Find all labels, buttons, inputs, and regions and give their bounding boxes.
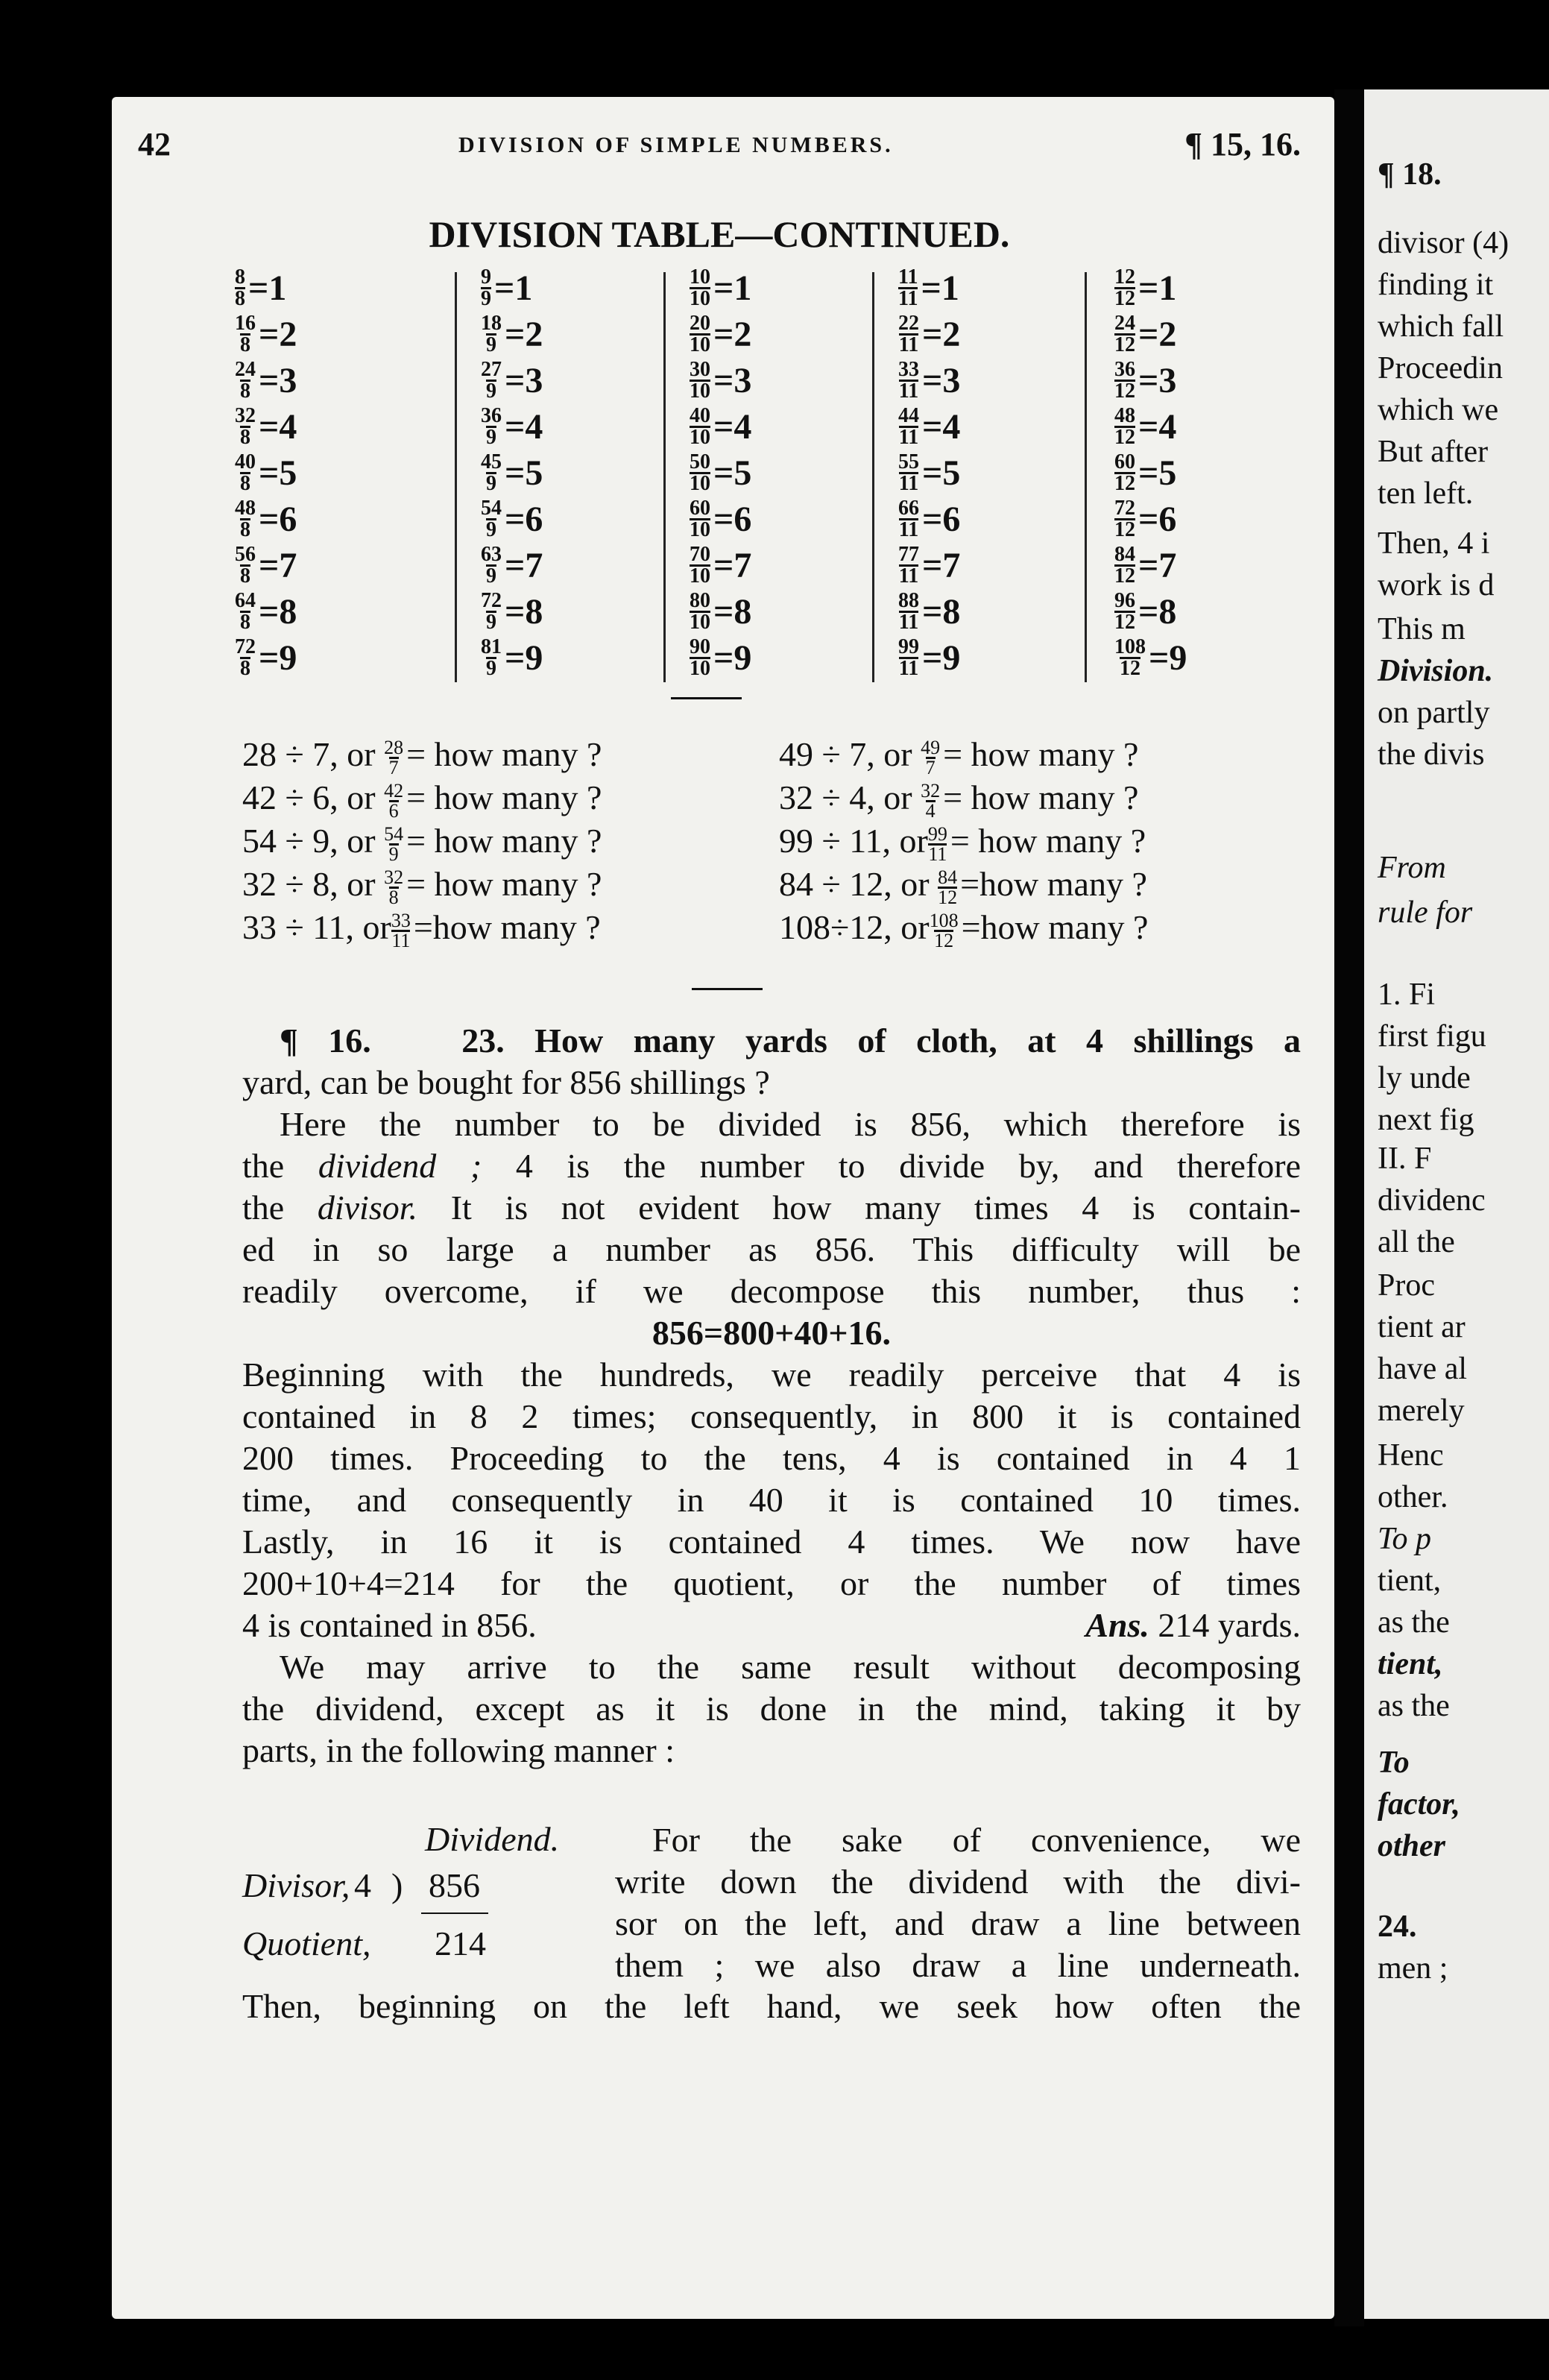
facing-page-line: Proc — [1378, 1268, 1435, 1303]
paragraph-line: yard, can be bought for 856 shillings ? — [242, 1063, 770, 1101]
facing-page-line: ten left. — [1378, 476, 1474, 511]
divisor-value: 4 — [354, 1866, 371, 1904]
facing-page-line: work is d — [1378, 568, 1495, 602]
paragraph-line: time, and consequently in 40 it is contained 10 times. — [242, 1481, 1301, 1519]
quotient: =2 — [505, 314, 543, 354]
quotient: =2 — [259, 314, 297, 354]
table-cell — [1114, 450, 1176, 496]
table-cell — [481, 635, 543, 681]
fraction: $\frac{108}{12}$ — [929, 909, 959, 951]
facing-page-line: other — [1378, 1829, 1446, 1863]
division-table — [235, 265, 1301, 690]
paragraph-line: Here the number to be divided is 856, which therefore is — [280, 1105, 1301, 1143]
table-cell — [1114, 403, 1176, 450]
facing-page-line: Then, 4 i — [1378, 526, 1490, 561]
fraction: $\frac{84}{12}$ — [938, 866, 958, 908]
decomposition-equation: 856=800+40+16. — [652, 1314, 892, 1352]
quotient: =4 — [505, 406, 543, 447]
facing-page-line: first figu — [1378, 1019, 1486, 1054]
fraction: $\frac{22}{11}$ — [898, 311, 919, 356]
table-column-rule — [455, 272, 457, 682]
table-cell — [1114, 588, 1176, 635]
quotient: =4 — [713, 406, 752, 447]
paragraph-line: the dividend ; 4 is the number to divide by, and therefore — [242, 1147, 1301, 1185]
facing-page-line: all the — [1378, 1225, 1455, 1259]
paragraph-line: Then, beginning on the left hand, we seek how often the — [242, 1987, 1301, 2025]
table-cell — [898, 311, 960, 357]
quotient: =9 — [505, 638, 543, 678]
division-bracket: ) — [391, 1866, 403, 1904]
table-cell — [1114, 357, 1176, 403]
fraction: $\frac{72}{8}$ — [235, 635, 256, 680]
fraction: $\frac{44}{11}$ — [898, 403, 919, 449]
table-cell — [898, 265, 959, 311]
quotient: =5 — [713, 453, 752, 493]
facing-page-line: rule for — [1378, 895, 1473, 930]
quotient: =6 — [505, 499, 543, 539]
fraction: $\frac{99}{11}$ — [927, 822, 947, 865]
paragraph-line: 200+10+4=214 for the quotient, or the number of times — [242, 1564, 1301, 1602]
table-cell — [235, 403, 297, 450]
facing-page-line: To — [1378, 1745, 1410, 1780]
fraction: $\frac{32}{4}$ — [921, 779, 941, 822]
table-cell — [481, 403, 543, 450]
fraction: $\frac{50}{10}$ — [690, 450, 710, 495]
fraction: $\frac{27}{9}$ — [481, 357, 502, 403]
facing-page-line: men ; — [1378, 1951, 1448, 1986]
facing-page-line: tient, — [1378, 1564, 1442, 1598]
quotient: =4 — [259, 406, 297, 447]
quotient-label: Quotient, — [242, 1924, 371, 1962]
quotient: =1 — [494, 268, 533, 308]
page-number: 42 — [138, 126, 171, 163]
fraction: $\frac{10}{10}$ — [690, 265, 710, 310]
section-rule — [692, 988, 763, 990]
fraction: $\frac{63}{9}$ — [481, 542, 502, 588]
fraction: $\frac{32}{8}$ — [235, 403, 256, 449]
table-cell — [898, 588, 960, 635]
facing-page-line: other. — [1378, 1480, 1448, 1514]
question-item: 108÷12, or $\frac{108}{12}$ =how many ? — [779, 908, 1149, 951]
facing-page-line: the divis — [1378, 737, 1485, 772]
table-title: DIVISION TABLE—CONTINUED. — [429, 213, 1010, 255]
fraction: $\frac{55}{11}$ — [898, 450, 919, 495]
quotient-line — [421, 1912, 488, 1914]
fraction: $\frac{49}{7}$ — [921, 736, 941, 778]
facing-page-line: which fall — [1378, 309, 1504, 344]
table-column — [481, 265, 675, 690]
facing-page-line: But after — [1378, 435, 1489, 469]
fraction: $\frac{99}{11}$ — [898, 635, 919, 680]
fraction: $\frac{32}{8}$ — [384, 866, 404, 908]
table-cell — [690, 265, 751, 311]
question-item: 42 ÷ 6, or $\frac{42}{6}$ = how many ? — [242, 778, 602, 822]
table-cell — [235, 588, 297, 635]
quotient: =3 — [505, 360, 543, 400]
paragraph-line: 200 times. Proceeding to the tens, 4 is contained in 4 1 — [242, 1439, 1301, 1477]
fraction: $\frac{33}{11}$ — [391, 909, 411, 951]
table-column — [898, 265, 1092, 690]
question-item: 84 ÷ 12, or $\frac{84}{12}$ =how many ? — [779, 865, 1147, 908]
quotient: =7 — [922, 545, 961, 585]
table-cell — [690, 403, 751, 450]
table-cell — [898, 450, 960, 496]
paragraph-line: readily overcome, if we decompose this number, thus : — [242, 1272, 1301, 1310]
fraction: $\frac{16}{8}$ — [235, 311, 256, 356]
facing-page-line: which we — [1378, 393, 1499, 427]
quotient: =7 — [713, 545, 752, 585]
paragraph-line: 4 is contained in 856. Ans. 214 yards. — [242, 1606, 1301, 1644]
running-title: DIVISION OF SIMPLE NUMBERS. — [458, 133, 894, 157]
facing-page-line: factor, — [1378, 1787, 1460, 1822]
quotient: =3 — [259, 360, 297, 400]
fraction: $\frac{70}{10}$ — [690, 542, 710, 588]
quotient: =9 — [259, 638, 297, 678]
facing-page-line: as the — [1378, 1605, 1450, 1640]
fraction: $\frac{60}{12}$ — [1114, 450, 1135, 495]
question-item: 33 ÷ 11, or $\frac{33}{11}$ =how many ? — [242, 908, 601, 951]
paragraph-line: Lastly, in 16 it is contained 4 times. We now have — [242, 1523, 1301, 1561]
table-column — [690, 265, 883, 690]
table-cell — [1114, 542, 1176, 588]
quotient: =9 — [1149, 638, 1187, 678]
fraction: $\frac{48}{8}$ — [235, 496, 256, 541]
table-cell — [235, 635, 297, 681]
table-cell — [481, 542, 543, 588]
quotient: =7 — [505, 545, 543, 585]
table-cell — [898, 357, 960, 403]
quotient: =6 — [259, 499, 297, 539]
table-cell — [898, 403, 960, 450]
fraction: $\frac{24}{8}$ — [235, 357, 256, 403]
running-header — [138, 125, 1301, 170]
fraction: $\frac{90}{10}$ — [690, 635, 710, 680]
table-cell — [235, 496, 297, 542]
fraction: $\frac{33}{11}$ — [898, 357, 919, 403]
quotient: =1 — [1138, 268, 1177, 308]
fraction: $\frac{81}{9}$ — [481, 635, 502, 680]
table-cell — [481, 496, 543, 542]
table-cell — [235, 265, 286, 311]
divisor-label: Divisor, — [242, 1866, 350, 1904]
fraction: $\frac{36}{9}$ — [481, 403, 502, 449]
section-rule — [671, 697, 742, 699]
quotient: =8 — [1138, 591, 1177, 632]
table-cell — [481, 311, 543, 357]
fraction: $\frac{18}{9}$ — [481, 311, 502, 356]
quotient: =5 — [1138, 453, 1177, 493]
fraction: $\frac{40}{10}$ — [690, 403, 710, 449]
paragraph-line: ¶ 16. 23. How many yards of cloth, at 4 shillings a — [280, 1021, 1302, 1060]
table-cell — [235, 311, 297, 357]
quotient: =3 — [713, 360, 752, 400]
facing-page-line: Division. — [1378, 654, 1494, 688]
quotient: =1 — [713, 268, 752, 308]
fraction: $\frac{72}{9}$ — [481, 588, 502, 634]
quotient: =7 — [259, 545, 297, 585]
fraction: $\frac{9}{9}$ — [481, 265, 491, 310]
question-item: 28 ÷ 7, or $\frac{28}{7}$ = how many ? — [242, 735, 602, 778]
fraction: $\frac{42}{6}$ — [384, 779, 404, 822]
facing-page-line: 24. — [1378, 1910, 1417, 1944]
facing-page-line: have al — [1378, 1352, 1468, 1386]
table-cell — [481, 450, 543, 496]
quotient: =2 — [713, 314, 752, 354]
quotient-value: 214 — [435, 1924, 486, 1962]
table-cell — [690, 635, 751, 681]
table-cell — [690, 496, 751, 542]
book-gutter — [1334, 89, 1364, 2326]
paragraph-16 — [242, 1020, 1301, 1772]
fraction: $\frac{64}{8}$ — [235, 588, 256, 634]
fraction: $\frac{108}{12}$ — [1114, 635, 1146, 680]
table-cell — [1114, 265, 1176, 311]
facing-page-line: ly unde — [1378, 1061, 1471, 1095]
facing-page-line: From — [1378, 851, 1446, 885]
table-cell — [481, 588, 543, 635]
fraction: $\frac{11}{11}$ — [898, 265, 918, 310]
quotient: =6 — [1138, 499, 1177, 539]
quotient: =5 — [259, 453, 297, 493]
fraction: $\frac{80}{10}$ — [690, 588, 710, 634]
facing-page-line: tient ar — [1378, 1310, 1466, 1344]
facing-page-line: II. F — [1378, 1142, 1432, 1176]
facing-page-line: next fig — [1378, 1103, 1474, 1137]
paragraph-line: contained in 8 2 times; consequently, in 800 it is contained — [242, 1397, 1301, 1435]
table-cell — [898, 496, 960, 542]
table-cell — [690, 588, 751, 635]
paragraph-line: ed in so large a number as 856. This difficulty will be — [242, 1230, 1301, 1268]
quotient: =2 — [922, 314, 961, 354]
question-item: 99 ÷ 11, or $\frac{99}{11}$ = how many ? — [779, 822, 1146, 865]
table-cell — [1114, 496, 1176, 542]
facing-page-line: Henc — [1378, 1438, 1444, 1473]
table-cell — [690, 311, 751, 357]
fraction: $\frac{60}{10}$ — [690, 496, 710, 541]
table-cell — [481, 357, 543, 403]
fraction: $\frac{20}{10}$ — [690, 311, 710, 356]
table-cell — [690, 542, 751, 588]
fraction: $\frac{54}{9}$ — [384, 822, 404, 865]
table-cell — [898, 542, 960, 588]
facing-page-line: divisor (4) — [1378, 226, 1509, 260]
table-cell — [898, 635, 960, 681]
table-cell — [481, 265, 532, 311]
quotient: =9 — [713, 638, 752, 678]
quotient: =4 — [1138, 406, 1177, 447]
facing-page-line: dividenc — [1378, 1183, 1486, 1218]
table-column — [235, 265, 429, 690]
quotient: =7 — [1138, 545, 1177, 585]
facing-page-line: Proceedin — [1378, 351, 1503, 385]
quotient: =8 — [922, 591, 961, 632]
table-cell — [235, 542, 297, 588]
explanation-text: For the sake of convenience, we write down the dividend with the divi- sor on the left, and draw a line between them ; we also draw a line underneath. — [615, 1821, 1301, 1984]
fraction: $\frac{54}{9}$ — [481, 496, 502, 541]
facing-page-line: finding it — [1378, 268, 1494, 302]
fraction: $\frac{45}{9}$ — [481, 450, 502, 495]
fraction: $\frac{48}{12}$ — [1114, 403, 1135, 449]
question-item: 32 ÷ 8, or $\frac{32}{8}$ = how many ? — [242, 865, 602, 908]
quotient: =4 — [922, 406, 961, 447]
quotient: =8 — [259, 591, 297, 632]
fraction: $\frac{30}{10}$ — [690, 357, 710, 403]
fraction: $\frac{12}{12}$ — [1114, 265, 1135, 310]
table-cell — [690, 450, 751, 496]
paragraph-line: Beginning with the hundreds, we readily perceive that 4 is — [242, 1356, 1301, 1394]
fraction: $\frac{77}{11}$ — [898, 542, 919, 588]
paragraph-line: parts, in the following manner : — [242, 1731, 675, 1769]
fraction: $\frac{66}{11}$ — [898, 496, 919, 541]
paragraph-line: We may arrive to the same result without decomposing — [280, 1648, 1301, 1686]
fraction: $\frac{40}{8}$ — [235, 450, 256, 495]
facing-page-line: merely — [1378, 1394, 1465, 1428]
fraction: $\frac{8}{8}$ — [235, 265, 245, 310]
paragraph-line: the dividend, except as it is done in the mind, taking it by — [242, 1690, 1301, 1728]
quotient: =3 — [1138, 360, 1177, 400]
question-item: 49 ÷ 7, or $\frac{49}{7}$ = how many ? — [779, 735, 1139, 778]
table-cell — [690, 357, 751, 403]
question-item: 32 ÷ 4, or $\frac{32}{4}$ = how many ? — [779, 778, 1139, 822]
facing-page — [1364, 89, 1549, 2319]
facing-page-line: ¶ 18. — [1378, 157, 1442, 192]
table-cell — [235, 450, 297, 496]
table-cell — [1114, 635, 1187, 681]
answer-label: Ans. — [1085, 1606, 1149, 1644]
fraction: $\frac{56}{8}$ — [235, 542, 256, 588]
quotient: =8 — [713, 591, 752, 632]
fraction: $\frac{28}{7}$ — [384, 736, 404, 778]
fraction: $\frac{88}{11}$ — [898, 588, 919, 634]
table-cell — [1114, 311, 1176, 357]
quotient: =3 — [922, 360, 961, 400]
fraction: $\frac{96}{12}$ — [1114, 588, 1135, 634]
fraction: $\frac{84}{12}$ — [1114, 542, 1135, 588]
quotient: =6 — [713, 499, 752, 539]
facing-page-line: as the — [1378, 1689, 1450, 1723]
quotient: =8 — [505, 591, 543, 632]
quotient: =9 — [922, 638, 961, 678]
facing-page-line: tient, — [1378, 1647, 1443, 1681]
quotient: =6 — [922, 499, 961, 539]
facing-page-line: To p — [1378, 1522, 1432, 1556]
dividend-value: 856 — [429, 1866, 480, 1904]
long-division-example — [242, 1819, 1301, 2058]
paragraph-line: the divisor. It is not evident how many times 4 is contain- — [242, 1189, 1301, 1227]
facing-page-line: This m — [1378, 612, 1466, 646]
section-mark: ¶ 15, 16. — [1184, 126, 1301, 163]
quotient: =1 — [921, 268, 959, 308]
dividend-label: Dividend. — [425, 1820, 560, 1858]
fraction: $\frac{24}{12}$ — [1114, 311, 1135, 356]
quotient: =5 — [505, 453, 543, 493]
quotient: =2 — [1138, 314, 1177, 354]
question-item: 54 ÷ 9, or $\frac{54}{9}$ = how many ? — [242, 822, 602, 865]
table-column — [1114, 265, 1308, 690]
quotient: =1 — [248, 268, 287, 308]
table-cell — [235, 357, 297, 403]
facing-page-line: on partly — [1378, 696, 1490, 730]
fraction: $\frac{72}{12}$ — [1114, 496, 1135, 541]
quotient: =5 — [922, 453, 961, 493]
facing-page-line: 1. Fi — [1378, 978, 1436, 1012]
fraction: $\frac{36}{12}$ — [1114, 357, 1135, 403]
